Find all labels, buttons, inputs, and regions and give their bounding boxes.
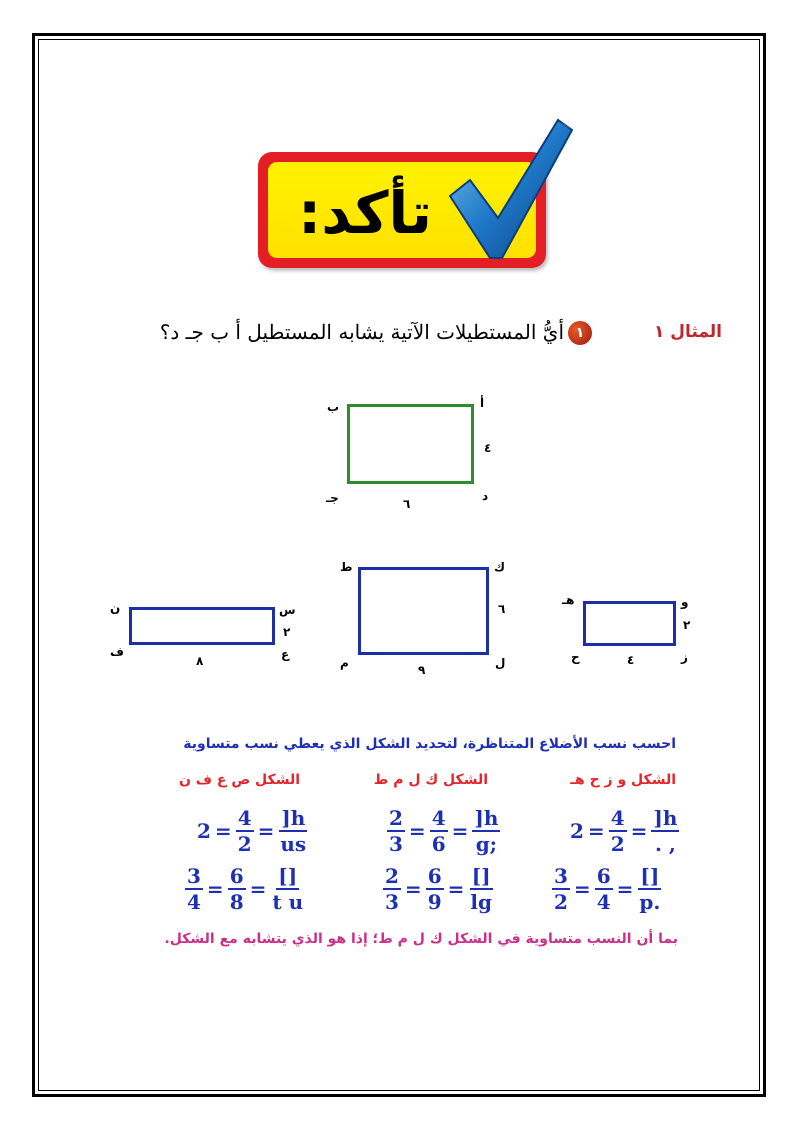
- shape-heading-middle: الشكل ك ل م ط: [373, 772, 488, 788]
- fraction: $\frac{]h}{. ,}$: [653, 806, 678, 856]
- vertex-label: ن: [110, 601, 121, 615]
- vertex-label: م: [340, 656, 349, 670]
- vertex-label: ب: [327, 400, 340, 414]
- checkmark-icon: [440, 118, 580, 268]
- rectangle-abcd: [347, 404, 474, 484]
- fraction: $\frac{6}{4}$: [596, 864, 611, 914]
- side-length-label: ٤: [484, 441, 492, 455]
- ratio-value: 2: [197, 819, 211, 843]
- fraction: $\frac{]h}{us}$: [280, 806, 307, 856]
- fraction: $\frac{3}{4}$: [187, 864, 201, 914]
- vertex-label: س: [279, 603, 296, 617]
- instruction-text: احسب نسب الأضلاع المتناظرة، لتحديد الشكل الذي يعطي نسب متساوية: [183, 736, 676, 752]
- fraction: $\frac{[]}{p.}$: [639, 864, 661, 914]
- rectangle-snfa: [129, 607, 275, 645]
- side-length-label: ٦: [498, 602, 506, 616]
- ratio-equation: $\frac{3}{4}$ = $\frac{6}{8}$ = $\frac{[]}{\text{t u}}$: [187, 864, 304, 914]
- vertex-label: جـ: [326, 491, 339, 505]
- ratio-equation: $\frac{2}{3}$ = $\frac{6}{9}$ = $\frac{[]}{\lg}$: [385, 864, 492, 914]
- fraction: $\frac{4}{2}$: [237, 806, 252, 856]
- ratio-equation: 2 = $\frac{4}{2}$ = $\frac{]h}{. ,}$: [570, 806, 678, 856]
- rectangle-wzhh: [583, 601, 676, 646]
- side-length-label: ٩: [418, 663, 426, 677]
- fraction: $\frac{6}{9}$: [427, 864, 442, 914]
- banner-title: تأكد:: [298, 179, 432, 247]
- side-length-label: ٢: [283, 625, 291, 639]
- fraction: $\frac{3}{2}$: [554, 864, 568, 914]
- rectangle-klmt: [358, 567, 489, 655]
- vertex-label: د: [482, 489, 489, 503]
- vertex-label: ح: [571, 650, 580, 664]
- fraction: $\frac{]h}{g;}$: [474, 806, 499, 856]
- vertex-label: هـ: [562, 593, 575, 607]
- vertex-label: و: [681, 595, 689, 609]
- fraction: $\frac{[]}{\lg}$: [470, 864, 492, 914]
- vertex-label: ع: [281, 647, 290, 661]
- ratio-equation: $\frac{2}{3}$ = $\frac{4}{6}$ = $\frac{]h}{g;}$: [389, 806, 499, 856]
- fraction: $\frac{4}{6}$: [431, 806, 446, 856]
- side-length-label: ٤: [627, 653, 635, 667]
- fraction: $\frac{2}{3}$: [385, 864, 399, 914]
- conclusion-text: بما أن النسب متساوية في الشكل ك ل م ط؛ إذا هو الذي يتشابه مع الشكل.: [164, 931, 678, 947]
- fraction: $\frac{6}{8}$: [229, 864, 244, 914]
- shape-heading-right: الشكل و ز ح هـ: [570, 772, 676, 788]
- fraction: $\frac{[]}{\text{t u}}$: [272, 864, 304, 914]
- ratio-equation: 2 = $\frac{4}{2}$ = $\frac{]h}{us}$: [197, 806, 307, 856]
- vertex-label: ل: [495, 656, 506, 670]
- vertex-label: ك: [494, 560, 505, 574]
- ratio-value: 2: [570, 819, 584, 843]
- question-text: أيُّ المستطيلات الآتية يشابه المستطيل أ ب جـ د؟: [159, 320, 564, 344]
- question-number-badge: ١: [568, 321, 592, 345]
- side-length-label: ٨: [196, 654, 204, 668]
- side-length-label: ٦: [403, 497, 411, 511]
- fraction: $\frac{4}{2}$: [610, 806, 625, 856]
- vertex-label: ز: [681, 650, 688, 664]
- example-label: المثال ١: [654, 322, 722, 342]
- vertex-label: أ: [480, 396, 485, 410]
- shape-heading-left: الشكل ص ع ف ن: [178, 772, 300, 788]
- vertex-label: ط: [340, 560, 353, 574]
- side-length-label: ٢: [683, 618, 691, 632]
- fraction: $\frac{2}{3}$: [389, 806, 403, 856]
- vertex-label: ف: [110, 645, 124, 659]
- ratio-equation: $\frac{3}{2}$ = $\frac{6}{4}$ = $\frac{[]}{p.}$: [554, 864, 661, 914]
